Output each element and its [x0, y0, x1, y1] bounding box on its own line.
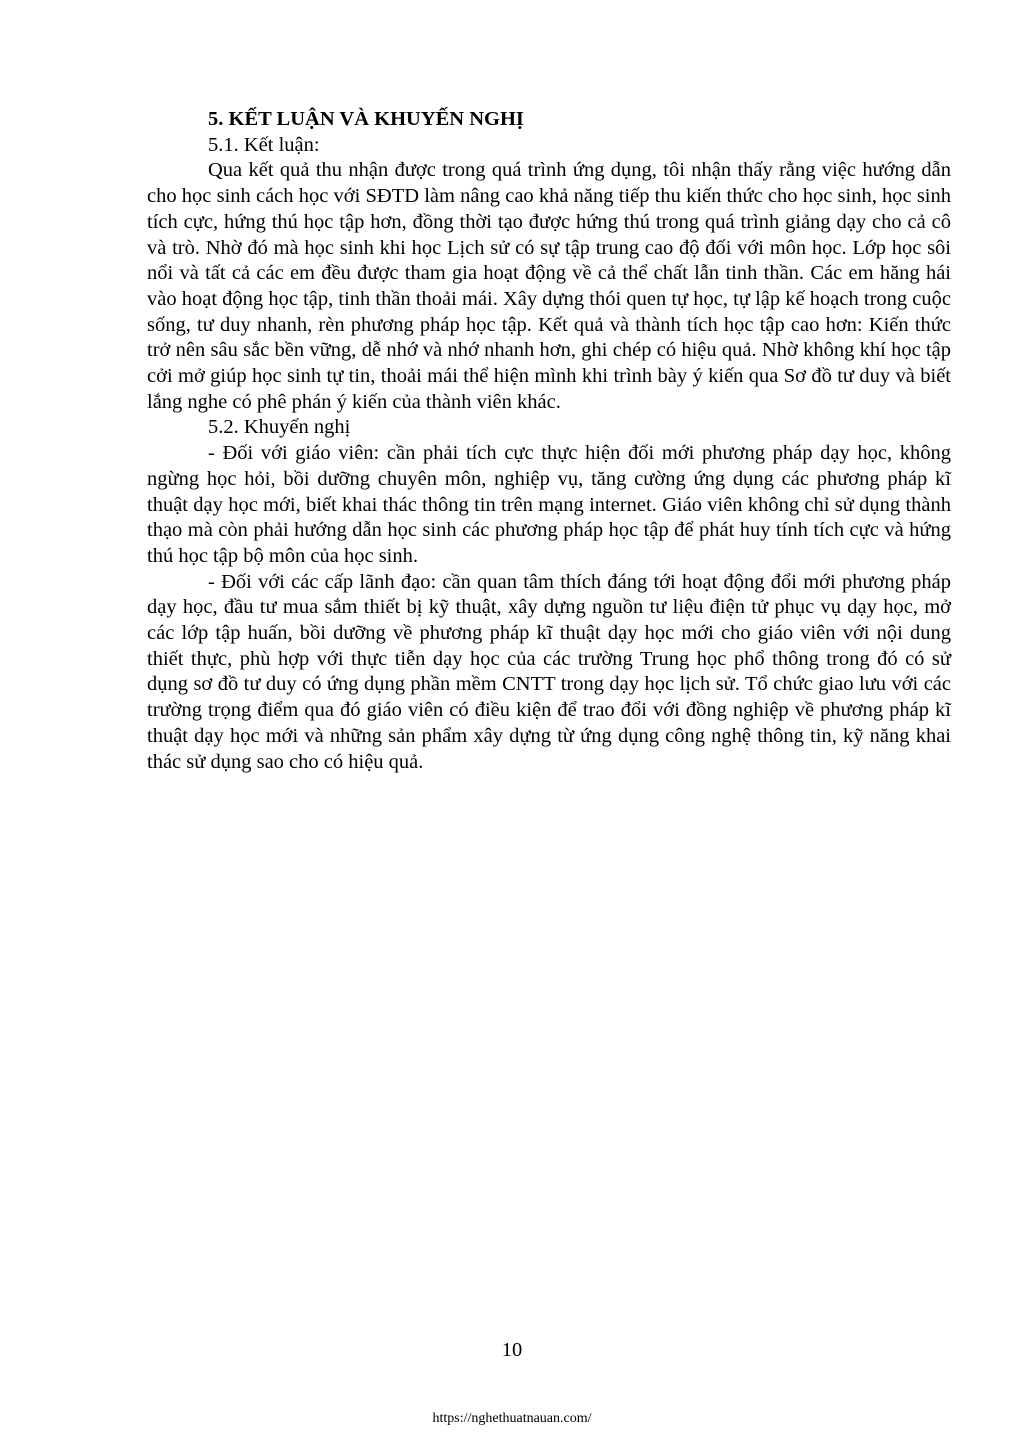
conclusion-paragraph: Qua kết quả thu nhận được trong quá trình ứng dụng, tôi nhận thấy rằng việc hướng dẫn cho học sinh cách học với SĐTD làm nâng cao khả năng tiếp thu kiến thức cho học sinh, học sinh tích cực, hứng thú học tập hơn, đồng thời tạo được hứng thú trong quá trình giảng dạy cho cả cô và trò. Nhờ đó mà học sinh khi học Lịch sử có sự tập trung cao độ đối với môn học. Lớp học sôi nổi và tất cả các em đều được tham gia hoạt động về cả thể chất lẫn tinh thần. Các em hăng hái vào hoạt động học tập, tinh thần thoải mái. Xây dựng thói quen tự học, tự lập kế hoạch trong cuộc sống, tư duy nhanh, rèn phương pháp học tập. Kết quả và thành tích học tập cao hơn: Kiến thức trở nên sâu sắc bền vững, dễ nhớ và nhớ nhanh hơn, ghi chép có hiệu quả. Nhờ không khí học tập cởi mở giúp học sinh tự tin, thoải mái thể hiện mình khi trình bày ý kiến qua Sơ đồ tư duy và biết lắng nghe có phê phán ý kiến của thành viên khác.: [147, 159, 951, 413]
page-number: 10: [501, 1339, 523, 1361]
document-body: [147, 107, 951, 775]
recommendation-heading: 5.2. Khuyến nghị: [208, 416, 351, 439]
conclusion-heading: 5.1. Kết luận:: [208, 133, 320, 156]
recommendation-teachers-paragraph: - Đối với giáo viên: cần phải tích cực thực hiện đối mới phương pháp dạy học, không ngừng học hỏi, bồi dưỡng chuyên môn, nghiệp vụ, tăng cường ứng dụng các phương pháp kĩ thuật dạy học mới, biết khai thác thông tin trên mạng internet. Giáo viên không chỉ sử dụng thành thạo mà còn phải hướng dẫn học sinh các phương pháp học tập để phát huy tính tích cực và hứng thú học tập bộ môn của học sinh.: [147, 442, 951, 567]
footer-url[interactable]: https://nghethuatnauan.com/: [432, 1411, 592, 1426]
section-heading: 5. KẾT LUẬN VÀ KHUYẾN NGHỊ: [208, 108, 524, 130]
recommendation-leaders-paragraph: - Đối với các cấp lãnh đạo: cần quan tâm thích đáng tới hoạt động đổi mới phương pháp dạy học, đầu tư mua sắm thiết bị kỹ thuật, xây dựng nguồn tư liệu điện tử phục vụ dạy học, mở các lớp tập huấn, bồi dưỡng về phương pháp kĩ thuật dạy học mới cho giáo viên với nội dung thiết thực, phù hợp với thực tiễn dạy học của các trường Trung học phổ thông trong đó có sử dụng sơ đồ tư duy có ứng dụng phần mềm CNTT trong dạy học lịch sử. Tổ chức giao lưu với các trường trọng điểm qua đó giáo viên có điều kiện để trao đổi với đồng nghiệp về phương pháp kĩ thuật dạy học mới và những sản phẩm xây dựng từ ứng dụng công nghệ thông tin, kỹ năng khai thác sử dụng sao cho có hiệu quả.: [147, 570, 951, 773]
